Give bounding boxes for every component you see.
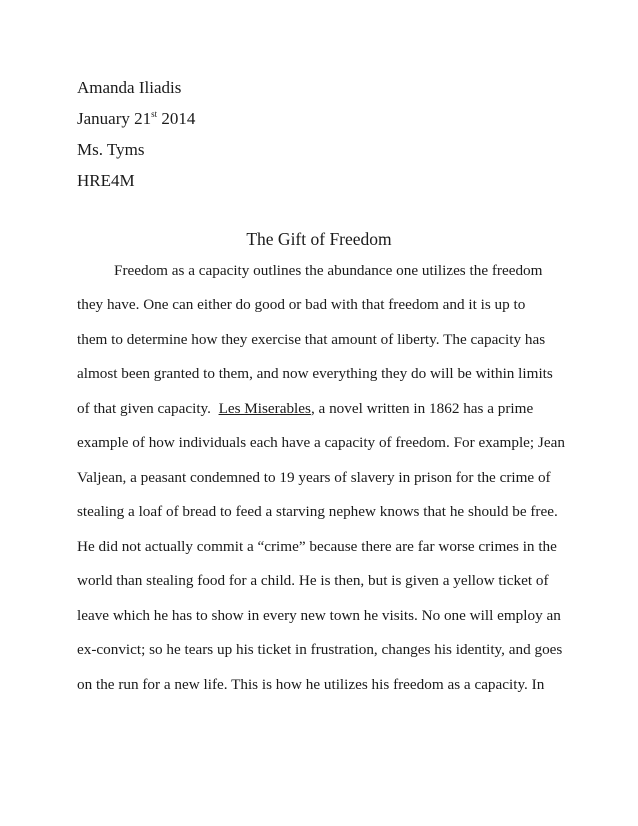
date-year: 2014 [157,109,196,128]
body-line: stealing a loaf of bread to feed a starving nephew knows that he should be free. [77,503,558,520]
body-line: world than stealing food for a child. He is then, but is given a yellow ticket of [77,572,549,589]
course-code: HRE4M [77,171,135,190]
body-line: ex-convict; so he tears up his ticket in frustration, changes his identity, and goes [77,641,563,658]
body-line: them to determine how they exercise that amount of liberty. The capacity has [77,331,546,348]
body-line: almost been granted to them, and now everything they do will be within limits [77,365,553,382]
body-line: Valjean, a peasant condemned to 19 years of slavery in prison for the crime of [77,469,551,486]
date-text: January 21 [77,109,152,128]
body-line: He did not actually commit a “crime” because there are far worse crimes in the [77,538,557,555]
date-ordinal: st [151,109,158,119]
body-line: on the run for a new life. This is how he utilizes his freedom as a capacity. In [77,676,545,693]
body-text-segment: of that given capacity. [77,400,219,417]
essay-title: The Gift of Freedom [246,229,392,249]
body-line: they have. One can either do good or bad with that freedom and it is up to [77,296,526,313]
essay-date [77,103,195,134]
body-line [77,398,533,420]
essay-header [77,72,195,196]
body-line: leave which he has to show in every new town he visits. No one will employ an [77,607,561,624]
author-name: Amanda Iliadis [77,78,182,97]
body-line: Freedom as a capacity outlines the abundance one utilizes the freedom [114,262,543,279]
body-text-segment: , a novel written in 1862 has a prime [310,400,534,417]
book-title: Les Miserables [218,400,311,417]
body-line: example of how individuals each have a capacity of freedom. For example; Jean [77,434,565,451]
teacher-name: Ms. Tyms [77,140,145,159]
